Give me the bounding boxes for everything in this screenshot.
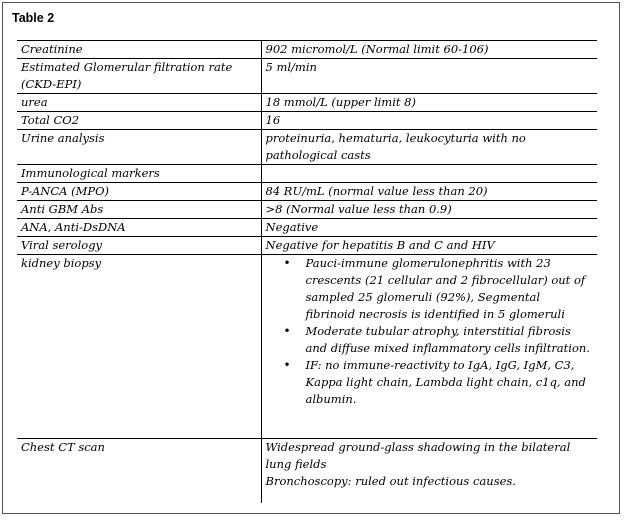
row-label: urea — [17, 94, 261, 112]
row-label: Total CO2 — [17, 112, 261, 130]
table-title: Table 2 — [12, 11, 55, 25]
lab-results-table — [17, 40, 597, 503]
table-row — [17, 165, 597, 183]
table-row — [17, 183, 597, 201]
table-row-chest-ct — [17, 439, 597, 504]
row-label: Creatinine — [17, 41, 261, 59]
biopsy-bullet-list — [266, 255, 594, 408]
row-value: >8 (Normal value less than 0.9) — [261, 201, 597, 219]
table-row-biopsy — [17, 255, 597, 439]
row-label: kidney biopsy — [17, 255, 261, 439]
row-value — [261, 165, 597, 183]
table-row — [17, 94, 597, 112]
row-value — [261, 439, 597, 504]
bronchoscopy-finding: Bronchoscopy: ruled out infectious causes. — [265, 474, 516, 488]
table-row — [17, 59, 597, 94]
table-row — [17, 112, 597, 130]
row-label: Urine analysis — [17, 130, 261, 165]
row-value: 84 RU/mL (normal value less than 20) — [261, 183, 597, 201]
table-row — [17, 41, 597, 59]
list-item: • Pauci-immune glomerulonephritis with 23 crescents (21 cellular and 2 fibrocellular) out of sampled 25 glomeruli (92%), Segmental fibrinoid necrosis is identified in 5 glomeruli — [306, 255, 594, 323]
row-value: Negative for hepatitis B and C and HIV — [261, 237, 597, 255]
row-value: 902 micromol/L (Normal limit 60-106) — [261, 41, 597, 59]
table-row — [17, 237, 597, 255]
row-value: 16 — [261, 112, 597, 130]
row-label: Chest CT scan — [17, 439, 261, 504]
row-label: Anti GBM Abs — [17, 201, 261, 219]
list-item: • IF: no immune-reactivity to IgA, IgG, IgM, C3, Kappa light chain, Lambda light chain, c1q, and albumin. — [306, 357, 594, 408]
row-value: 5 ml/min — [261, 59, 597, 94]
row-label: Immunological markers — [17, 165, 261, 183]
list-item: • Moderate tubular atrophy, interstitial fibrosis and diffuse mixed inflammatory cells infiltration. — [306, 323, 594, 357]
chest-ct-finding: Widespread ground-glass shadowing in the bilateral lung fields — [265, 440, 571, 471]
row-label: P-ANCA (MPO) — [17, 183, 261, 201]
row-value: Negative — [261, 219, 597, 237]
table-row — [17, 201, 597, 219]
row-label: ANA, Anti-DsDNA — [17, 219, 261, 237]
row-value: 18 mmol/L (upper limit 8) — [261, 94, 597, 112]
table-row — [17, 130, 597, 165]
row-label: Viral serology — [17, 237, 261, 255]
row-label: Estimated Glomerular filtration rate (CKD-EPI) — [17, 59, 261, 94]
row-value: proteinuria, hematuria, leukocyturia with no pathological casts — [261, 130, 597, 165]
table-row — [17, 219, 597, 237]
table-frame — [2, 2, 620, 514]
row-value — [261, 255, 597, 439]
